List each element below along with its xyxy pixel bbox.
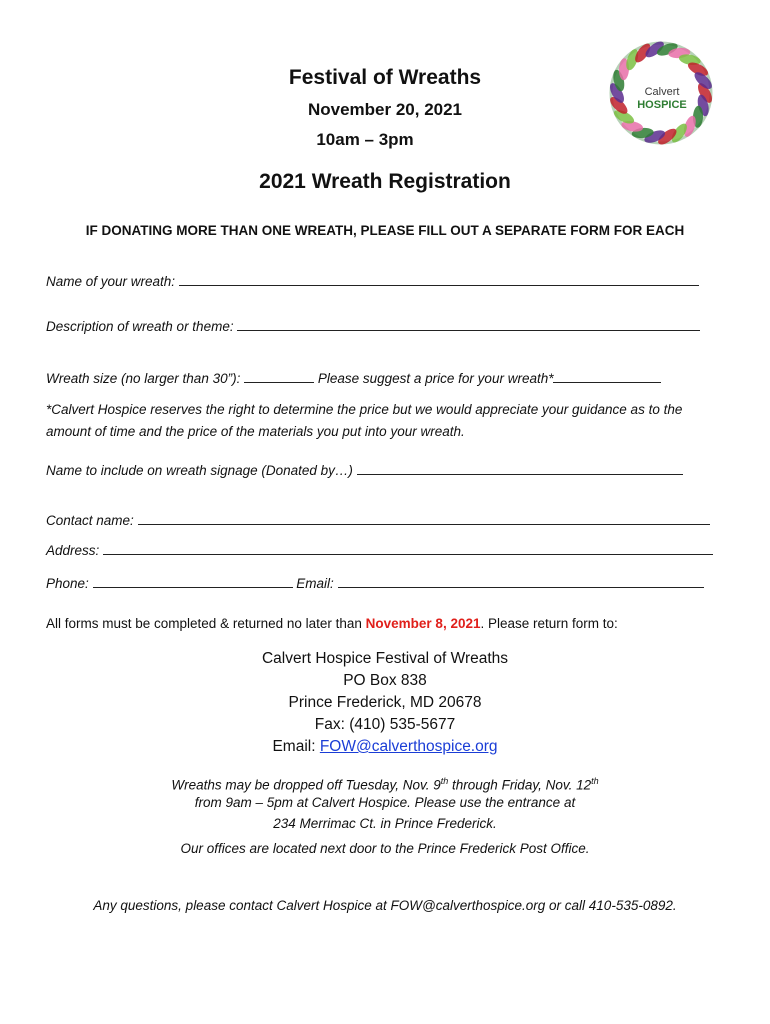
email-label: Email: — [292, 576, 338, 591]
signage-blank[interactable] — [357, 462, 683, 475]
dropoff-line3: 234 Merrimac Ct. in Prince Frederick. — [273, 816, 497, 831]
price-label: Please suggest a price for your wreath* — [314, 371, 554, 386]
event-title: Festival of Wreaths — [288, 66, 482, 89]
return-city: Prince Frederick, MD 20678 — [288, 694, 482, 711]
phone-email-field — [46, 575, 704, 591]
wreath-name-blank[interactable] — [179, 273, 699, 286]
description-blank[interactable] — [237, 318, 700, 331]
dropoff-line2: from 9am – 5pm at Calvert Hospice. Please use the entrance at — [194, 795, 576, 810]
signage-label: Name to include on wreath signage (Donated by…) — [46, 463, 357, 478]
offices-location: Our offices are located next door to the Prince Frederick Post Office. — [180, 841, 590, 856]
dropoff-end-text: through Friday, Nov. 12 — [448, 777, 592, 793]
logo-text-line2: HOSPICE — [637, 99, 687, 111]
questions-contact: Any questions, please contact Calvert Hospice at FOW@calverthospice.org or call 410-535-0892. — [93, 898, 677, 913]
price-blank[interactable] — [553, 370, 661, 383]
signage-field — [46, 462, 683, 478]
return-email-link[interactable]: FOW@calverthospice.org — [319, 738, 498, 755]
dropoff-end-suffix: th — [591, 776, 599, 786]
address-blank[interactable] — [103, 542, 713, 555]
contact-name-field — [46, 512, 710, 528]
registration-title: 2021 Wreath Registration — [259, 170, 511, 193]
contact-name-label: Contact name: — [46, 513, 138, 528]
deadline-suffix: . Please return form to: — [480, 616, 618, 631]
wreath-logo-graphic — [602, 15, 720, 165]
deadline-date: November 8, 2021 — [365, 616, 481, 631]
description-label: Description of wreath or theme: — [46, 319, 238, 334]
size-price-field — [46, 370, 661, 386]
price-disclaimer: *Calvert Hospice reserves the right to determine the price but we would appreciate your guidance as to the amount of time and the price of the materials you put into your wreath. — [46, 402, 683, 439]
address-field — [46, 542, 713, 558]
dropoff-start-suffix: th — [440, 776, 449, 786]
return-address — [0, 648, 770, 758]
email-blank[interactable] — [338, 575, 704, 588]
return-name: Calvert Hospice Festival of Wreaths — [261, 650, 509, 667]
address-label: Address: — [46, 543, 104, 558]
return-fax: Fax: (410) 535-5677 — [314, 716, 456, 733]
separate-form-notice: IF DONATING MORE THAN ONE WREATH, PLEASE FILL OUT A SEPARATE FORM FOR EACH — [85, 223, 685, 238]
event-date: November 20, 2021 — [307, 100, 463, 119]
phone-blank[interactable] — [93, 575, 293, 588]
phone-label: Phone: — [46, 576, 93, 591]
wreath-name-field — [46, 273, 699, 289]
contact-name-blank[interactable] — [138, 512, 710, 525]
deadline-text — [46, 616, 618, 631]
wreath-size-blank[interactable] — [244, 370, 314, 383]
dropoff-info — [0, 771, 770, 834]
wreath-name-label: Name of your wreath: — [46, 274, 179, 289]
wreath-size-label: Wreath size (no larger than 30”): — [46, 371, 245, 386]
dropoff-start-text: Wreaths may be dropped off Tuesday, Nov. 9 — [171, 777, 441, 793]
calvert-hospice-logo — [602, 15, 720, 165]
dropoff-line1 — [0, 771, 770, 792]
description-field — [46, 318, 700, 334]
event-time: 10am – 3pm — [316, 130, 414, 149]
logo-text-line1: Calvert — [644, 86, 680, 98]
return-email-label: Email: — [272, 738, 320, 755]
deadline-prefix: All forms must be completed & returned no later than — [46, 616, 366, 631]
return-po-box: PO Box 838 — [343, 672, 427, 689]
return-email-line — [0, 736, 770, 758]
